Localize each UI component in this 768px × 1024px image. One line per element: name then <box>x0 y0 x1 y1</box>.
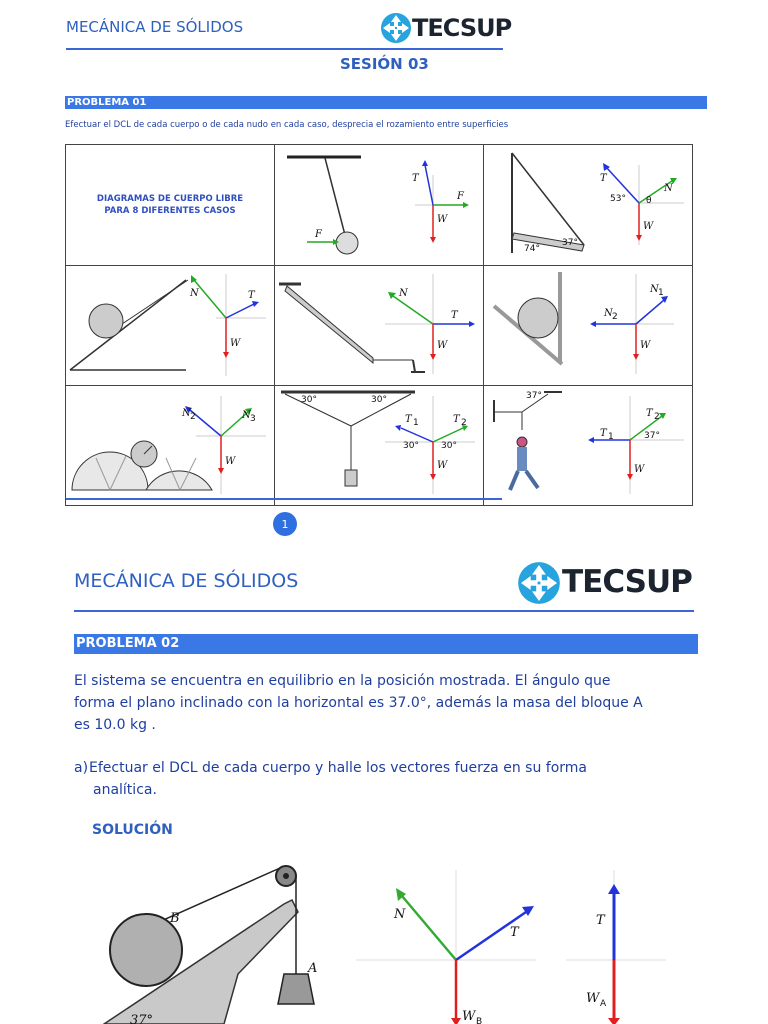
svg-text:N: N <box>650 284 659 295</box>
svg-text:T: T <box>412 173 419 184</box>
case-pendulum <box>275 145 484 266</box>
svg-text:W: W <box>437 340 448 351</box>
problem-02-statement <box>74 670 696 736</box>
svg-text:37°: 37° <box>562 238 578 248</box>
svg-text:37°: 37° <box>644 431 660 441</box>
solution-heading: SOLUCIÓN <box>92 822 173 838</box>
dcl-grid <box>65 144 693 506</box>
problem-01-instruction: Efectuar el DCL de cada cuerpo o de cada nudo en cada caso, desprecia el rozamiento entre superficies <box>65 120 509 130</box>
svg-text:N: N <box>242 410 251 421</box>
svg-text:W: W <box>640 340 651 351</box>
svg-text:W: W <box>634 464 645 475</box>
svg-text:37°: 37° <box>130 1013 154 1024</box>
case-sphere-wall <box>484 266 693 386</box>
svg-text:T: T <box>646 408 653 419</box>
svg-text:W: W <box>643 221 654 232</box>
svg-text:1: 1 <box>658 288 664 298</box>
svg-text:2: 2 <box>612 312 618 322</box>
svg-text:T: T <box>600 173 607 184</box>
svg-text:W: W <box>230 338 241 349</box>
statement-line-3: es 10.0 kg . <box>74 717 156 733</box>
case-inclined-cable <box>484 145 693 266</box>
svg-text:A: A <box>600 999 607 1009</box>
svg-text:W: W <box>462 1009 476 1024</box>
svg-text:30°: 30° <box>441 441 457 451</box>
svg-text:T: T <box>600 428 607 439</box>
svg-text:T: T <box>405 414 412 425</box>
statement-line-1: El sistema se encuentra en equilibrio en la posición mostrada. El ángulo que <box>74 673 611 689</box>
item-a-line-1: Efectuar el DCL de cada cuerpo y halle los vectores fuerza en su forma <box>89 760 587 776</box>
case-bar-cable <box>275 266 484 386</box>
sphere-wall-diagram <box>484 266 692 381</box>
session-title: SESIÓN 03 <box>340 55 429 73</box>
svg-text:T: T <box>453 414 460 425</box>
footer-rule <box>66 498 502 500</box>
svg-text:B: B <box>170 911 180 926</box>
case-hanging-person <box>484 386 693 506</box>
svg-text:F: F <box>315 229 322 240</box>
intro-line-1: DIAGRAMAS DE CUERPO LIBRE <box>96 194 244 204</box>
svg-text:T: T <box>510 925 519 940</box>
svg-text:30°: 30° <box>371 395 387 405</box>
svg-text:3: 3 <box>250 414 256 424</box>
svg-text:W: W <box>225 456 236 467</box>
tecsup-logo <box>378 10 512 46</box>
svg-text:θ: θ <box>646 196 652 206</box>
hanging-y-diagram <box>275 386 483 501</box>
sphere-ramp-diagram <box>66 266 274 381</box>
svg-text:N: N <box>604 308 613 319</box>
problem-01-bar: PROBLEMA 01 <box>65 96 707 109</box>
tecsup-logo-large-icon <box>514 558 564 608</box>
problem-02-bar: PROBLEMA 02 <box>74 634 698 654</box>
svg-text:N: N <box>394 907 406 922</box>
system-figure <box>74 864 334 1024</box>
tecsup-logo-text: TECSUP <box>412 14 512 42</box>
svg-text:1: 1 <box>608 432 614 442</box>
svg-text:W: W <box>437 214 448 225</box>
svg-text:T: T <box>596 913 605 928</box>
svg-text:30°: 30° <box>301 395 317 405</box>
tecsup-logo-large <box>514 558 698 608</box>
svg-text:1: 1 <box>413 418 419 428</box>
svg-text:A: A <box>308 961 318 976</box>
svg-text:37°: 37° <box>526 391 542 401</box>
svg-text:W: W <box>437 460 448 471</box>
svg-text:53°: 53° <box>610 194 626 204</box>
statement-line-2: forma el plano inclinado con la horizontal es 37.0°, además la masa del bloque A <box>74 695 643 711</box>
page2-header-rule <box>74 610 694 612</box>
tecsup-logo-large-text: TECSUP <box>562 564 692 600</box>
svg-text:N: N <box>664 183 673 194</box>
svg-text:2: 2 <box>190 412 196 422</box>
case-three-bodies <box>66 386 275 506</box>
svg-text:N: N <box>182 408 191 419</box>
page2-header-title: MECÁNICA DE SÓLIDOS <box>74 570 299 592</box>
three-bodies-diagram <box>66 386 274 501</box>
item-a-line-2: analítica. <box>93 782 157 798</box>
svg-text:W: W <box>586 991 600 1006</box>
header-rule <box>66 48 503 50</box>
dcl-body-a <box>566 864 666 1024</box>
svg-text:2: 2 <box>461 418 467 428</box>
hanging-person-diagram <box>484 386 692 501</box>
pendulum-diagram <box>275 145 483 261</box>
page-number-badge[interactable]: 1 <box>273 512 297 536</box>
page1-header-title: MECÁNICA DE SÓLIDOS <box>66 18 244 36</box>
svg-text:30°: 30° <box>403 441 419 451</box>
intro-cell <box>66 145 275 266</box>
item-a-label: a) <box>74 760 89 776</box>
case-hanging-y <box>275 386 484 506</box>
svg-text:74°: 74° <box>524 244 540 254</box>
svg-text:N: N <box>399 288 408 299</box>
svg-text:2: 2 <box>654 412 660 422</box>
item-a <box>74 757 696 801</box>
dcl-body-b <box>356 864 536 1024</box>
intro-line-2: PARA 8 DIFERENTES CASOS <box>104 206 236 216</box>
svg-text:T: T <box>248 290 255 301</box>
bar-cable-diagram <box>275 266 483 381</box>
inclined-cable-diagram <box>484 145 692 261</box>
svg-text:T: T <box>451 310 458 321</box>
svg-text:F: F <box>457 191 464 202</box>
svg-text:N: N <box>190 288 199 299</box>
case-sphere-ramp <box>66 266 275 386</box>
tecsup-logo-icon <box>378 10 414 46</box>
svg-text:B: B <box>476 1017 483 1024</box>
